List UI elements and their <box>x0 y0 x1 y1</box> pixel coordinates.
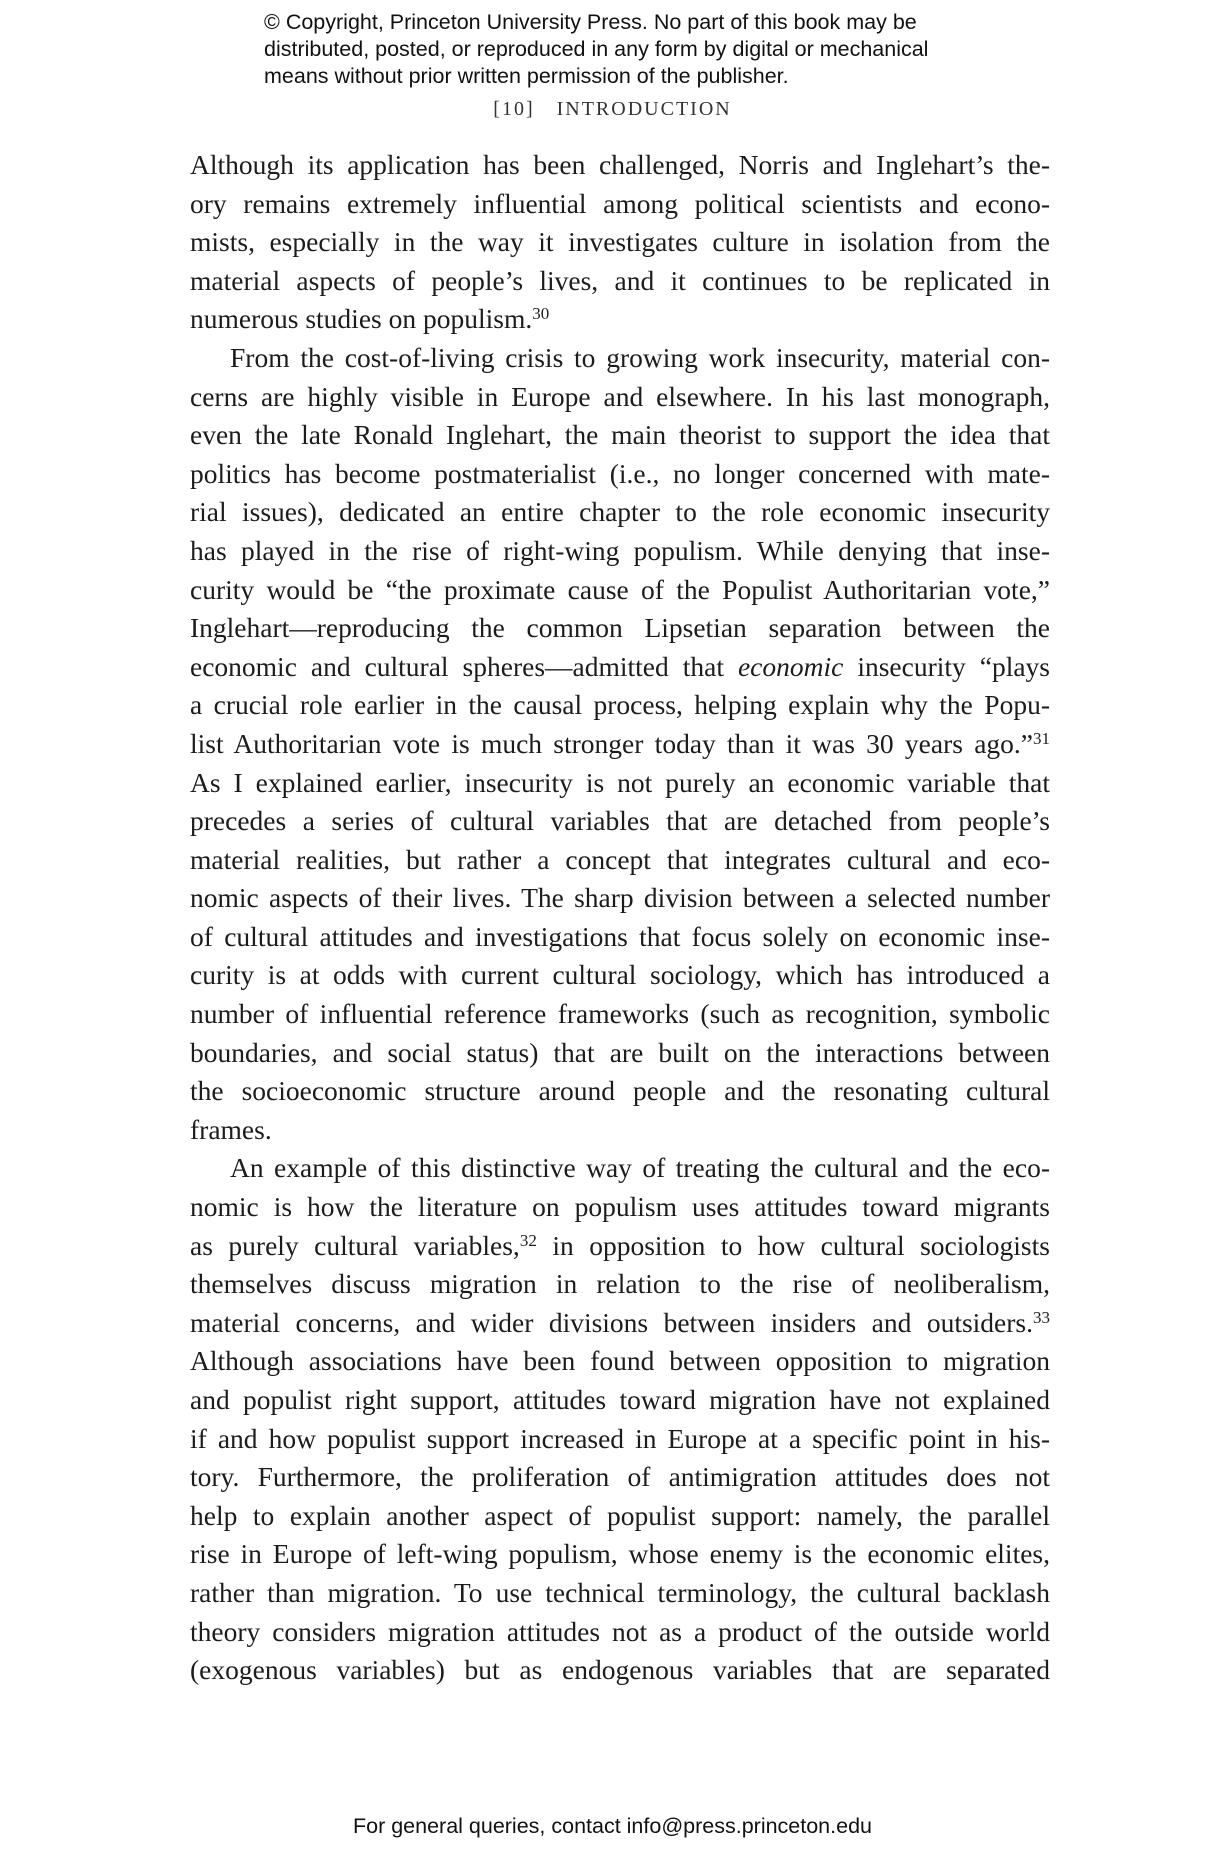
line-text: economic and cultural spheres—admitted that <box>190 650 738 682</box>
line-text: and populist right support, attitudes toward migration have not explained <box>190 1384 1050 1415</box>
text-line <box>190 1613 1050 1652</box>
line-text: ory remains extremely influential among political scientists and econo- <box>190 187 1050 219</box>
text-line <box>190 1072 1050 1111</box>
text-line <box>190 571 1050 610</box>
body-text <box>190 146 1050 1690</box>
text-line <box>190 918 1050 957</box>
line-text: cerns are highly visible in Europe and elsewhere. In his last monograph, <box>190 380 1050 412</box>
copyright-line: © Copyright, Princeton University Press. No part of this book may be <box>264 10 917 34</box>
text-line <box>190 1227 1050 1266</box>
line-text: Although associations have been found between opposition to migration <box>190 1345 1050 1377</box>
line-text: material realities, but rather a concept that integrates cultural and eco- <box>190 843 1050 875</box>
paragraph <box>190 146 1050 339</box>
line-text: rather than migration. To use technical terminology, the cultural backlash <box>190 1576 1050 1608</box>
text-line <box>190 609 1050 648</box>
emphasis-text: economic <box>737 650 844 682</box>
line-text: Inglehart—reproducing the common Lipsetian separation between the <box>190 612 1050 644</box>
text-line <box>190 1574 1050 1613</box>
text-line <box>190 1458 1050 1497</box>
text-line <box>190 764 1050 803</box>
text-line <box>190 493 1050 532</box>
copyright-line: distributed, posted, or reproduced in any form by digital or mechanical <box>264 37 929 61</box>
text-line <box>190 146 1050 185</box>
text-line <box>190 1420 1050 1459</box>
line-text: a crucial role earlier in the causal process, helping explain why the Popu- <box>190 689 1050 721</box>
line-text: of cultural attitudes and investigations that focus solely on economic inse- <box>190 920 1050 952</box>
text-line <box>190 378 1050 417</box>
line-text: material aspects of people’s lives, and it continues to be replicated in <box>190 264 1050 296</box>
line-text: number of influential reference frameworks (such as recognition, symbolic <box>190 998 1050 1030</box>
text-line <box>190 686 1050 725</box>
text-line <box>190 725 1050 764</box>
line-text: An example of this distinctive way of treating the cultural and the eco- <box>230 1152 1050 1184</box>
text-line <box>190 416 1050 455</box>
running-head <box>0 98 1225 121</box>
footnote-marker: 33 <box>1033 1307 1050 1327</box>
line-text: rial issues), dedicated an entire chapter to the role economic insecurity <box>190 496 1050 528</box>
text-line <box>190 1304 1050 1343</box>
text-line <box>190 532 1050 571</box>
paragraph <box>190 339 1050 1149</box>
text-line <box>190 841 1050 880</box>
line-text: curity is at odds with current cultural sociology, which has introduced a <box>190 959 1050 991</box>
text-line <box>190 300 1050 339</box>
text-line <box>190 1188 1050 1227</box>
copyright-line: means without prior written permission of the publisher. <box>264 64 789 88</box>
line-text: material concerns, and wider divisions between insiders and outsiders. <box>190 1306 1033 1338</box>
line-text: if and how populist support increased in Europe at a specific point in his- <box>190 1422 1050 1454</box>
line-text: help to explain another aspect of populist support: namely, the parallel <box>190 1499 1050 1531</box>
line-text: as purely cultural variables, <box>190 1229 520 1261</box>
line-text: From the cost-of-living crisis to growing work insecurity, material con- <box>230 341 1050 373</box>
text-line <box>190 1034 1050 1073</box>
line-text: mists, especially in the way it investigates culture in isolation from the <box>190 226 1050 258</box>
line-text: precedes a series of cultural variables that are detached from people’s <box>190 805 1050 837</box>
text-line <box>190 223 1050 262</box>
line-text: even the late Ronald Inglehart, the main theorist to support the idea that <box>190 419 1050 451</box>
paragraph <box>190 1149 1050 1689</box>
line-text: in opposition to how cultural sociologists <box>536 1229 1050 1261</box>
footnote-marker: 30 <box>532 304 550 324</box>
line-text: boundaries, and social status) that are built on the interactions between <box>190 1036 1050 1068</box>
line-text: theory considers migration attitudes not as a product of the outside world <box>190 1615 1050 1647</box>
line-text: curity would be “the proximate cause of the Populist Authoritarian vote,” <box>190 573 1050 605</box>
line-text: themselves discuss migration in relation to the rise of neoliberalism, <box>190 1268 1050 1300</box>
line-text: insecurity “plays <box>843 650 1050 682</box>
copyright-notice <box>264 9 1024 90</box>
footnote-marker: 31 <box>1033 728 1050 748</box>
text-line <box>190 185 1050 224</box>
text-line <box>190 339 1050 378</box>
text-line <box>190 1265 1050 1304</box>
text-line <box>190 455 1050 494</box>
text-line <box>190 879 1050 918</box>
text-line <box>190 1651 1050 1690</box>
text-line <box>190 1535 1050 1574</box>
line-text: nomic aspects of their lives. The sharp division between a selected number <box>190 882 1050 914</box>
text-line <box>190 262 1050 301</box>
line-text: the socioeconomic structure around people and the resonating cultural <box>190 1075 1050 1107</box>
footer-contact: For general queries, contact info@press.princeton.edu <box>352 1814 872 1838</box>
text-line <box>190 995 1050 1034</box>
line-text: As I explained earlier, insecurity is not purely an economic variable that <box>190 766 1050 798</box>
text-line <box>190 648 1050 687</box>
page-number: [10] <box>493 98 535 120</box>
line-text: rise in Europe of left-wing populism, whose enemy is the economic elites, <box>190 1538 1050 1570</box>
text-line <box>190 1111 1050 1150</box>
line-text: (exogenous variables) but as endogenous variables that are separated <box>190 1654 1050 1686</box>
line-text: has played in the rise of right-wing populism. While denying that inse- <box>190 534 1050 566</box>
line-text: politics has become postmaterialist (i.e., no longer concerned with mate- <box>190 457 1050 489</box>
line-text: nomic is how the literature on populism uses attitudes toward migrants <box>190 1191 1050 1223</box>
text-line <box>190 802 1050 841</box>
text-line <box>190 1149 1050 1188</box>
line-text: numerous studies on populism. <box>190 303 533 335</box>
text-line <box>190 1497 1050 1536</box>
text-line <box>190 956 1050 995</box>
footnote-marker: 32 <box>519 1230 537 1250</box>
text-line <box>190 1381 1050 1420</box>
line-text: Although its application has been challenged, Norris and Inglehart’s the- <box>190 149 1050 180</box>
line-text: list Authoritarian vote is much stronger today than it was 30 years ago.” <box>190 727 1033 759</box>
line-text: tory. Furthermore, the proliferation of antimigration attitudes does not <box>190 1461 1050 1493</box>
chapter-title: INTRODUCTION <box>556 98 732 120</box>
text-line <box>190 1342 1050 1381</box>
line-text: frames. <box>190 1113 272 1145</box>
